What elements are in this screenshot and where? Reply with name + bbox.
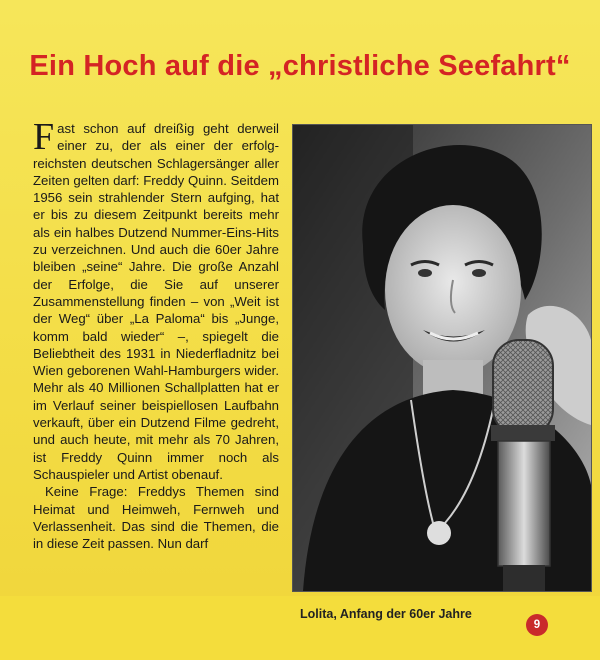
drop-cap: F xyxy=(33,116,55,158)
photo-illustration xyxy=(293,125,591,591)
footer-band xyxy=(0,596,600,660)
portrait-photo xyxy=(292,124,592,592)
page-headline: Ein Hoch auf die „christliche Seefahrt“ xyxy=(29,50,571,82)
article-body xyxy=(33,116,279,552)
article-paragraph-1 xyxy=(33,116,279,483)
photo-caption: Lolita, Anfang der 60er Jahre xyxy=(300,607,472,621)
article-paragraph-2: Keine Frage: Freddys Themen sind Heimat und Heimweh, Fernweh und Verlassenheit. Das sind die Themen, die in diese Zeit passen. Nun darf xyxy=(33,484,279,552)
paragraph-1-text: ast schon auf dreißig geht derweil einer zu, der als einer der erfolgreichsten deutschen Schlagersänger aller Zeiten gelten darf: Freddy Quinn. Seitdem 1956 sein strahlender Stern aufging, hat er bis zu diesem Zeitpunkt bereits mehr als ein halbes Dutzend Nummer-Eins-Hits zu verzeichnen. Und auch die 60er Jahre bleiben „seine“ Jahre. Die große Anzahl der Erfolge, die Sie auf unserer Zusammenstellung finden – von „Weit ist der Weg“ über „La Paloma“ bis „Junge, komm bald wieder“ –, spiegelt die Beliebtheit des 1931 in Niederfladnitz bei Wien geborenen Wahl-Hamburgers wider. Mehr als 40 Millionen Schallplatten hat er im Verlauf seiner beispiellosen Laufbahn verkauft, über ein Dutzend Filme gedreht, und auch heute, mit mehr als 70 Jahren, ist Freddy Quinn immer noch als Schauspieler und Artist obenauf. xyxy=(33,121,279,482)
page-number-badge: 9 xyxy=(526,614,548,636)
